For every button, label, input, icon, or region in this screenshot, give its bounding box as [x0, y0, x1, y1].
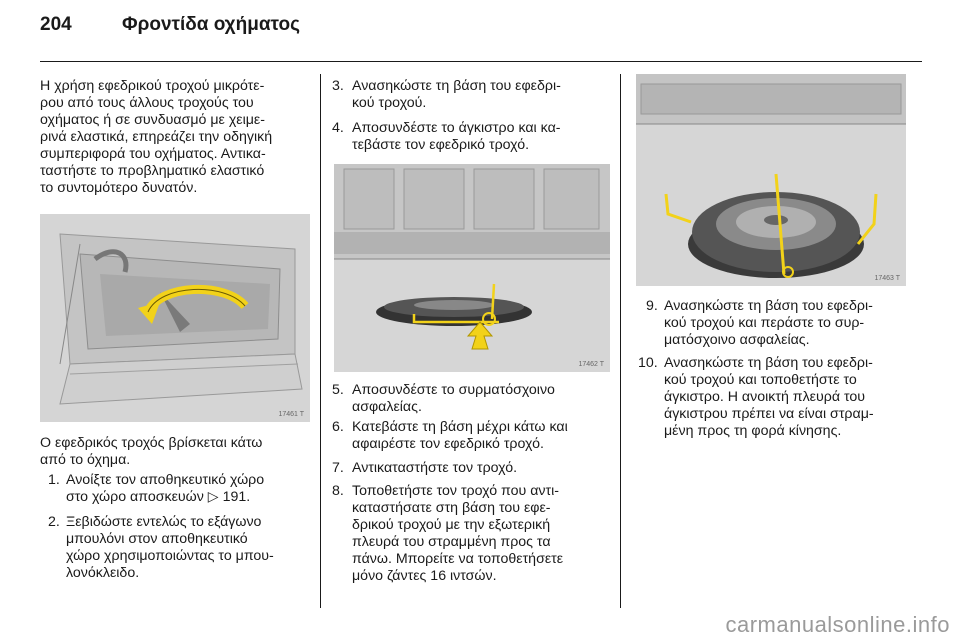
figure-spare-wheel-raise	[636, 74, 906, 286]
column-divider-1	[320, 74, 321, 608]
step-number: 2.	[48, 514, 60, 530]
step-line: κού τροχού και τοποθετήστε το	[664, 372, 857, 388]
steps-1-2	[40, 472, 310, 592]
column-1-lower	[40, 435, 310, 469]
step-line: άγκιστρο. Η ανοικτή πλευρά του	[664, 389, 866, 405]
step-line: κού τροχού.	[352, 95, 427, 111]
intro-line: ρου από τους άλλους τροχούς του	[40, 95, 254, 111]
step-line: ματόσχοινο ασφαλείας.	[664, 332, 810, 348]
steps-9-10	[636, 298, 916, 468]
watermark: carmanualsonline.info	[725, 612, 950, 637]
page-number: 204	[40, 14, 72, 35]
step-number: 7.	[332, 460, 344, 476]
steps-5-8	[332, 382, 616, 592]
step-line: Ανασηκώστε τη βάση του εφεδρι-	[664, 355, 873, 371]
column-divider-2	[620, 74, 621, 608]
intro-line: το συντομότερο δυνατόν.	[40, 180, 198, 196]
step-line: καταστήσατε στη βάση του εφε-	[352, 500, 551, 516]
step-number: 8.	[332, 483, 344, 499]
step-line: Αντικαταστήστε τον τροχό.	[352, 460, 518, 476]
step-line: λονόκλειδο.	[66, 565, 140, 581]
step-line: ασφαλείας.	[352, 399, 422, 415]
step-number: 5.	[332, 382, 344, 398]
step-line: χώρο χρησιμοποιώντας το μπου-	[66, 548, 274, 564]
intro-line: Η χρήση εφεδρικού τροχού μικρότε-	[40, 78, 265, 94]
step-line: Ξεβιδώστε εντελώς το εξάγωνο	[66, 514, 262, 530]
wheel-cradle-illustration	[636, 74, 906, 286]
step-line: άγκιστρου πρέπει να είναι στραμ-	[664, 406, 874, 422]
figure-code: 17462 T	[578, 361, 604, 368]
step-number: 6.	[332, 419, 344, 435]
intro-line: συμπεριφορά του οχήματος. Αντικα-	[40, 146, 266, 162]
step-number: 1.	[48, 472, 60, 488]
step-number: 3.	[332, 78, 344, 94]
header-rule	[40, 61, 922, 62]
intro-line: ταστήστε το προβληματικό ελαστικό	[40, 163, 265, 179]
step-line: Ανασηκώστε τη βάση του εφεδρι-	[352, 78, 561, 94]
underbody-illustration	[334, 164, 610, 372]
step-line: Κατεβάστε τη βάση μέχρι κάτω και	[352, 419, 568, 435]
step-line: πάνω. Μπορείτε να τοποθετήσετε	[352, 551, 564, 567]
figure-code: 17463 T	[874, 275, 900, 282]
step-number: 10.	[638, 355, 658, 371]
step-line: Τοποθετήστε τον τροχό που αντι-	[352, 483, 559, 499]
figure-trunk-storage	[40, 214, 310, 422]
step-line: Ανοίξτε τον αποθηκευτικό χώρο	[66, 472, 265, 488]
step-line: κού τροχού και περάστε το συρ-	[664, 315, 865, 331]
step-line: Αποσυνδέστε το άγκιστρο και κα-	[352, 120, 561, 136]
step-line: τεβάστε τον εφεδρικό τροχό.	[352, 137, 530, 153]
step-line: δρικού τροχού με την εξωτερική	[352, 517, 551, 533]
step-number: 4.	[332, 120, 344, 136]
intro-line: οχήματος ή σε συνδυασμό με χειμε-	[40, 112, 265, 128]
step-line: αφαιρέστε τον εφεδρικό τροχό.	[352, 436, 544, 452]
step-line: Αποσυνδέστε το συρματόσχοινο	[352, 382, 555, 398]
figure-spare-wheel-lower	[334, 164, 610, 372]
step-number: 9.	[646, 298, 658, 314]
trunk-illustration	[40, 214, 310, 422]
body-line: Ο εφεδρικός τροχός βρίσκεται κάτω	[40, 435, 263, 451]
column-1	[40, 78, 310, 197]
body-line: από το όχημα.	[40, 452, 131, 468]
step-line: μένη προς τη φορά κίνησης.	[664, 423, 842, 439]
intro-line: ρινά ελαστικά, επηρεάζει την οδηγική	[40, 129, 273, 145]
step-line: πλευρά του στραμμένη προς τα	[352, 534, 551, 550]
step-line: μπουλόνι στον αποθηκευτικό	[66, 531, 248, 547]
figure-code: 17461 T	[278, 411, 304, 418]
step-line: στο χώρο αποσκευών ▷ 191.	[66, 489, 251, 505]
page-title: Φροντίδα οχήματος	[122, 14, 300, 35]
steps-3-4	[332, 78, 612, 158]
step-line: μόνο ζάντες 16 ιντσών.	[352, 568, 497, 584]
page-header	[40, 12, 920, 48]
step-line: Ανασηκώστε τη βάση του εφεδρι-	[664, 298, 873, 314]
